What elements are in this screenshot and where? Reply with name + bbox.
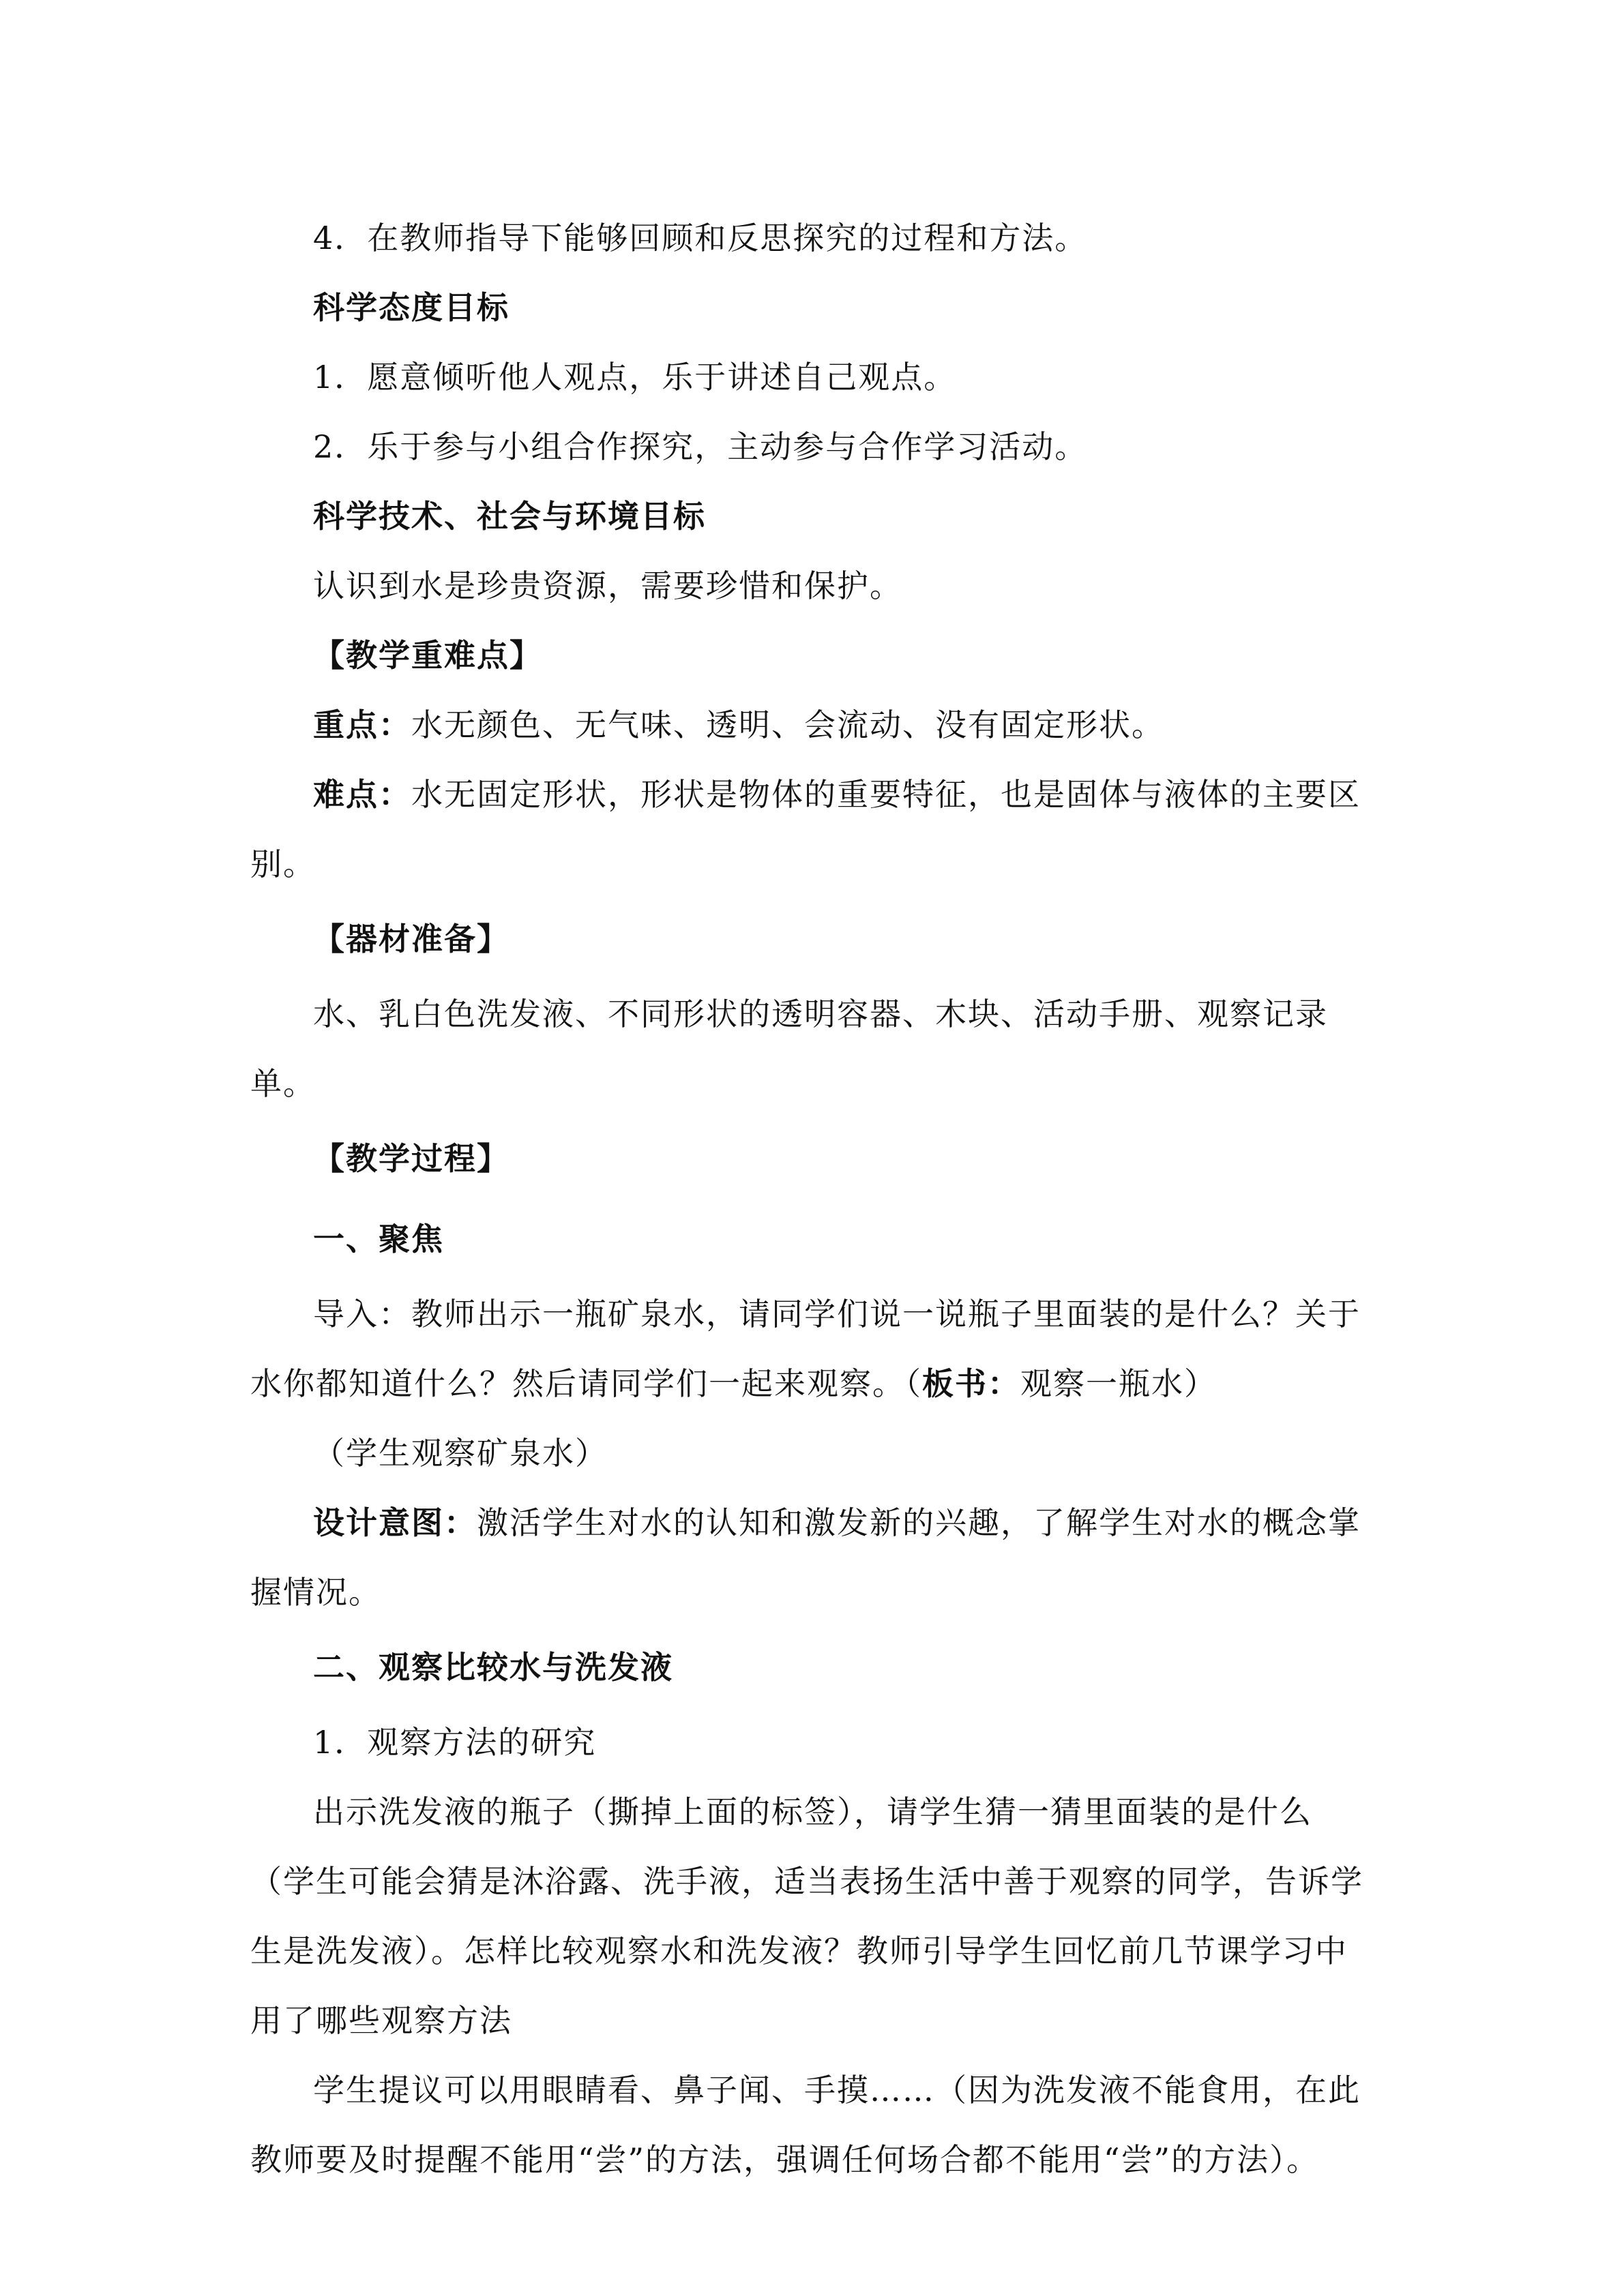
design-intent [250, 1488, 1369, 1627]
section-heading-attitude: 科学态度目标 [313, 289, 510, 326]
key-point [250, 690, 1369, 760]
design-intent-text: 激活学生对水的认知和激发新的兴趣，了解学生对水的概念掌握情况。 [250, 1504, 1361, 1611]
suggestion-paragraph: 学生提议可以用眼睛看、鼻子闻、手摸……（因为洗发液不能食用，在此教师要及时提醒不能用“尝”的方法，强调任何场合都不能用“尝”的方法）。 [250, 2072, 1361, 2178]
design-intent-label: 设计意图： [313, 1504, 477, 1541]
board-label: 板书： [922, 1365, 1020, 1402]
attitude-item-2: 2．乐于参与小组合作探究，主动参与合作学习活动。 [313, 428, 1088, 465]
key-point-label: 重点： [313, 706, 411, 743]
document-body [250, 203, 1369, 2194]
goal-item-4: 4．在教师指导下能够回顾和反思探究的过程和方法。 [313, 220, 1088, 256]
subsection-heading-focus: 一、聚焦 [313, 1221, 444, 1257]
section-heading-sts: 科学技术、社会与环境目标 [313, 498, 706, 535]
sts-item: 认识到水是珍贵资源，需要珍惜和保护。 [313, 567, 902, 604]
method-title: 1．观察方法的研究 [313, 1724, 597, 1761]
section-heading-key-points: 【教学重难点】 [313, 637, 542, 674]
intro-paragraph [250, 1279, 1369, 1418]
subsection-heading-compare: 二、观察比较水与洗发液 [313, 1649, 673, 1686]
section-heading-process: 【教学过程】 [313, 1140, 510, 1177]
student-observation-note: （学生观察矿泉水） [313, 1435, 608, 1472]
method-paragraph: 出示洗发液的瓶子（撕掉上面的标签），请学生猜一猜里面装的是什么（学生可能会猜是沐浴露、洗手液，适当表扬生活中善于观察的同学，告诉学生是洗发液）。怎样比较观察水和洗发液？教师引导学生回忆前几节课学习中用了哪些观察方法 [250, 1793, 1363, 2039]
intro-text: 导入：教师出示一瓶矿泉水，请同学们说一说瓶子里面装的是什么？关于水你都知道什么？然后请同学们一起来观察。（ [250, 1296, 1361, 1402]
board-text: 观察一瓶水） [1020, 1365, 1217, 1402]
difficult-point-text: 水无固定形状，形状是物体的重要特征，也是固体与液体的主要区别。 [250, 776, 1361, 882]
section-heading-materials: 【器材准备】 [313, 921, 510, 957]
key-point-text: 水无颜色、无气味、透明、会流动、没有固定形状。 [411, 706, 1164, 743]
materials-list: 水、乳白色洗发液、不同形状的透明容器、木块、活动手册、观察记录单。 [250, 996, 1328, 1102]
attitude-item-1: 1．愿意倾听他人观点，乐于讲述自己观点。 [313, 359, 957, 396]
difficult-point [250, 760, 1369, 899]
difficult-point-label: 难点： [313, 776, 411, 813]
